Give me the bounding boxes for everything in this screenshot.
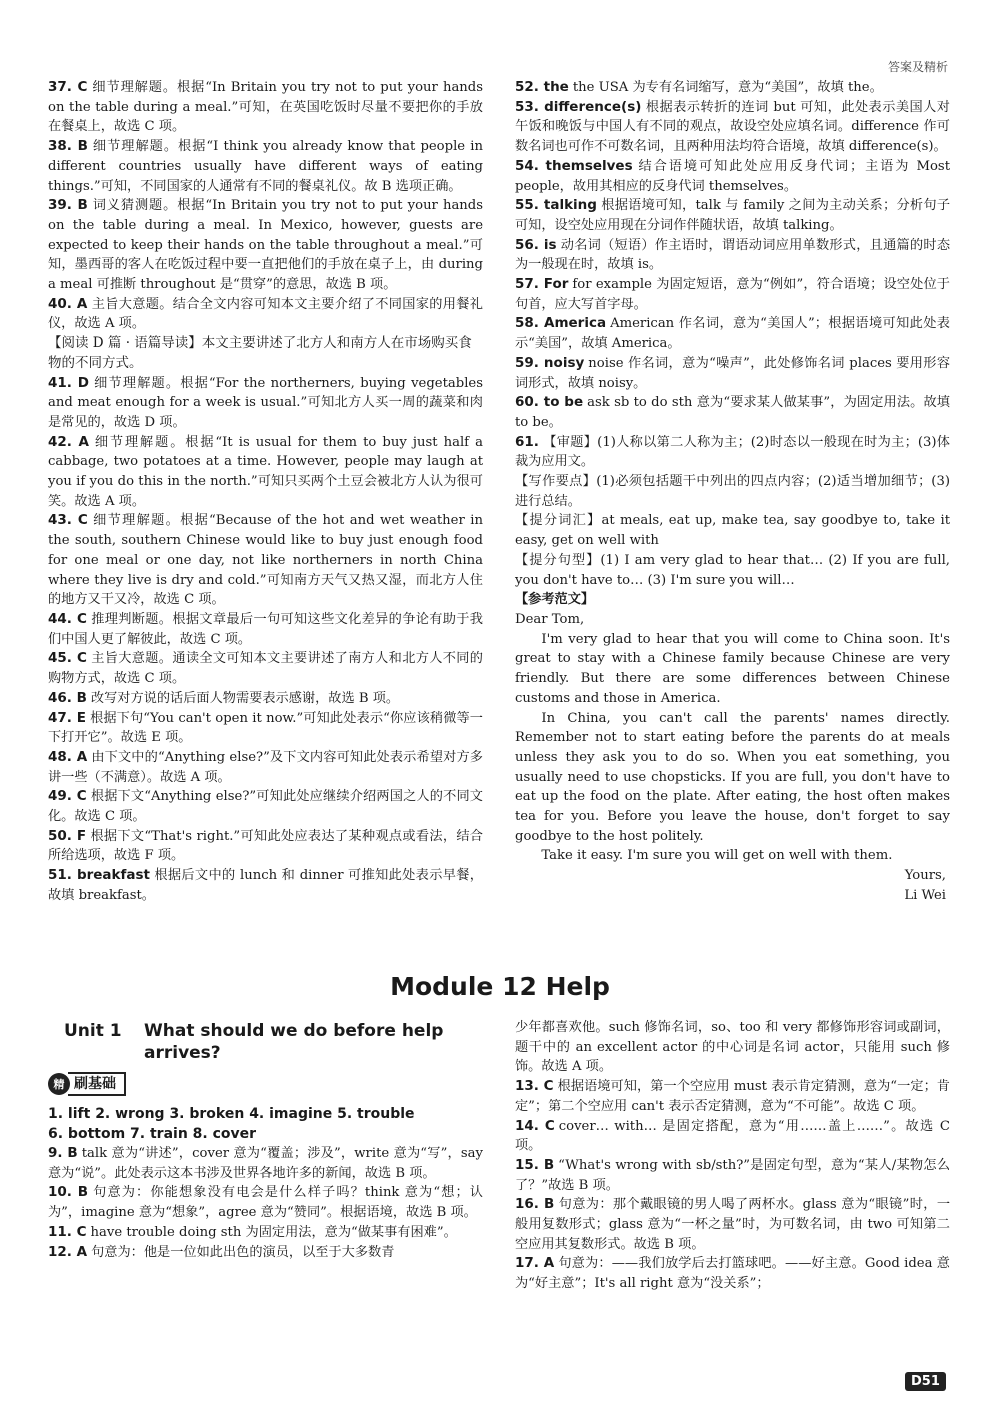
right-column (515, 78, 950, 906)
unit-title (64, 1020, 494, 1064)
answer-number: 11. C (48, 1223, 87, 1240)
answer-explanation: ask sb to do sth 意为“要求某人做某事”，为固定用法。故填 to be。 (515, 395, 950, 430)
writing-yaodian: 【写作要点】(1)必须包括题干中列出的四点内容；(2)适当增加细节；(3)进行总结。 (515, 474, 950, 509)
answer-explanation: 改写对方说的话后面人物需要表示感谢，故选 B 项。 (90, 690, 400, 706)
answer-number: 52. the (515, 79, 569, 95)
letter-closing: Yours, (904, 868, 946, 884)
vocab-answers: 1. lift 2. wrong 3. broken 4. imagine 5. trouble (48, 1106, 415, 1122)
answer-entry (515, 314, 950, 353)
badge-icon: 精 (48, 1073, 70, 1095)
answer-entry (515, 196, 950, 235)
answer-number: 9. B (48, 1145, 78, 1161)
answer-entry (515, 157, 950, 196)
answer-number: 37. C (48, 79, 88, 95)
answer-explanation: 句意为：——我们放学后去打篮球吧。——好主意。Good idea 意为“好主意”；It's all right 意为“没关系”； (515, 1256, 950, 1292)
left-column-bottom (48, 1104, 483, 1262)
answer-explanation: 根据语境可知，talk 与 family 之间为主动关系；分析句子可知，设空处应用现在分词作伴随状语，故填 talking。 (515, 198, 951, 233)
answer-explanation: 根据下文“That's right.”可知此处应表达了某种观点或看法，结合所给选项，故选 F 项。 (48, 828, 483, 864)
answer-number: 46. B (48, 689, 87, 706)
answer-number: 60. to be (515, 394, 584, 411)
unit-heading: What should we do before help arrives? (144, 1021, 444, 1063)
answer-entry (48, 137, 483, 196)
answer-number: 53. difference(s) (515, 98, 642, 115)
answer-entry (48, 511, 483, 610)
answer-number: 40. A (48, 295, 88, 312)
answer-number: 58. America (515, 315, 607, 332)
reading-d-intro: 【阅读 D 篇 · 语篇导读】本文主要讲述了北方人和南方人在市场购买食物的不同方式。 (48, 335, 472, 371)
answer-number: 41. D (48, 374, 89, 391)
answer-explanation: 根据语境可知，第一个空应用 must 表示肯定猜测，意为“一定；肯定”；第二个空应用 can't 表示否定猜测，意为“不可能”。故选 C 项。 (515, 1079, 950, 1114)
answer-number: 50. F (48, 827, 87, 844)
answer-explanation: 细节理解题。根据“It is usual for them to buy just half a cabbage, two potatoes at a time. However, people may laugh at you if you do this in the north.”可知只买两个土豆会被北方人认为很可笑。故选 A 项。 (48, 434, 483, 509)
answer-entry (515, 1077, 950, 1116)
answer-number: 17. A (515, 1255, 555, 1272)
letter-signature: Li Wei (904, 887, 946, 903)
answer-entry (515, 1195, 950, 1254)
answer-entry (515, 236, 950, 275)
answer-number: 51. breakfast (48, 867, 150, 884)
answer-explanation: noise 作名词，意为“噪声”，此处修饰名词 places 要用形容词形式，故填 noisy。 (515, 355, 951, 391)
answer-number: 13. C (515, 1078, 554, 1095)
answer-entry (515, 98, 950, 157)
answer-number: 16. B (515, 1196, 555, 1213)
answer-entry (48, 433, 483, 512)
writing-fanwen-label: 【参考范文】 (515, 592, 595, 608)
writing-task (515, 433, 950, 906)
section-badge (48, 1072, 126, 1096)
answer-explanation: 由下文中的“Anything else?”及下文内容可知此处表示希望对方多讲一些（不满意）。故选 A 项。 (48, 749, 483, 785)
answer-explanation: 细节理解题。根据“I think you already know that people in different countries usually have different ways of eating things.”可知，不同国家的人通常有不同的餐桌礼仪。故 B 选项正确。 (48, 139, 483, 194)
answer-entry (515, 1156, 950, 1195)
answer-number: 38. B (48, 138, 88, 155)
answer-entry (48, 374, 483, 433)
answer-entry (48, 1183, 483, 1222)
right-column-bottom (515, 1018, 950, 1294)
page-header: 答案及精析 (887, 60, 948, 74)
answer-number: 39. B (48, 197, 88, 214)
writing-juxing: 【提分句型】(1) I am very glad to hear that… (2) If you are full, you don't have to… (3) I'm sure you will… (515, 552, 950, 588)
answer-continuation: 少年都喜欢他。such 修饰名词，so、too 和 very 都修饰形容词或副词，题干中的 an excellent actor 的中心词是名词 actor，只能用 such 修饰。故选 A 项。 (515, 1020, 950, 1075)
writing-cihui: 【提分词汇】at meals, eat up, make tea, say goodbye to, take it easy, get on well with (515, 513, 950, 549)
answer-number: 14. C (515, 1117, 555, 1134)
badge-label: 刷基础 (68, 1072, 126, 1096)
answer-explanation: 主旨大意题。结合全文内容可知本文主要介绍了不同国家的用餐礼仪，故选 A 项。 (48, 296, 483, 332)
answer-entry (515, 393, 950, 432)
answer-explanation: 主旨大意题。通读全文可知本文主要讲述了南方人和北方人不同的购物方式，故选 C 项。 (48, 651, 483, 687)
answer-entry (48, 787, 483, 826)
answer-entry (48, 649, 483, 688)
answer-entry (515, 354, 950, 393)
answer-explanation: 细节理解题。根据“Because of the hot and wet weather in the south, southern Chinese would like to buy just enough food for one meal or one day, not like northerners in north China where they live is dry and cold.”可知南方天气又热又湿，而北方人住的地方又干又冷，故选 C 项。 (48, 513, 483, 608)
page-number: D51 (905, 1372, 946, 1391)
answer-explanation: 根据表示转折的连词 but 可知，此处表示美国人对午饭和晚饭与中国人有不同的观点，故设空处应填名词。difference 作可数名词也可作不可数名词，且两种用法均符合语境，故填 difference(s)。 (515, 99, 950, 155)
answer-explanation: “What's wrong with sb/sth?”是固定句型，意为“某人/某物怎么了？”故选 B 项。 (515, 1157, 951, 1193)
answer-entry (48, 610, 483, 649)
answer-number: 44. C (48, 610, 87, 627)
answer-explanation: the USA 为专有名词缩写，意为“美国”，故填 the。 (572, 80, 883, 95)
answer-explanation: cover… with… 是固定搭配，意为“用……盖上……”。故选 C 项。 (515, 1118, 950, 1154)
module-title: Module 12 Help (390, 972, 610, 1001)
letter-paragraph: I'm very glad to hear that you will come to China soon. It's great to stay with a Chinese family because Chinese are very friendly. But there are some differences between Chinese customs and those in America. (515, 631, 950, 706)
answer-entry (48, 295, 483, 334)
answer-explanation: American 作名词，意为“美国人”；根据语境可知此处表示“美国”，故填 America。 (515, 316, 950, 352)
answer-explanation: 词义猜测题。根据“In Britain you try not to put your hands on the table during a meal. In Mexico, however, guests are expected to keep their hands on the table throughout a meal.”可知，墨西哥的客人在吃饭过程中要一直把他们的手放在桌子上，由 during a meal 可推断 throughout 是“贯穿”的意思，故选 B 项。 (48, 198, 484, 293)
answer-explanation: 根据下文“Anything else?”可知此处应继续介绍两国之人的不同文化。故选 C 项。 (48, 789, 483, 825)
left-column (48, 78, 483, 906)
answer-number: 55. talking (515, 197, 597, 214)
answer-explanation: for example 为固定短语，意为“例如”，符合语境；设空处位于句首，应大写首字母。 (515, 277, 950, 312)
answer-number: 57. For (515, 276, 569, 293)
vocab-answers: 6. bottom 7. train 8. cover (48, 1126, 257, 1142)
unit-label: Unit 1 (64, 1021, 122, 1041)
answer-explanation: 细节理解题。根据“In Britain you try not to put your hands on the table during a meal.”可知，在英国吃饭时尽量不要把你的手放在餐桌上，故选 C 项。 (48, 80, 484, 135)
answer-number: 47. E (48, 709, 86, 726)
answer-explanation: 句意为：他是一位如此出色的演员，以至于大多数青 (91, 1244, 395, 1260)
answer-number: 48. A (48, 748, 88, 765)
answer-entry (48, 1243, 483, 1263)
answer-entry (48, 689, 483, 709)
answer-entry (48, 866, 483, 905)
answer-entry (515, 1254, 950, 1293)
answer-explanation: 句意为：你能想象没有电会是什么样子吗？think 意为“想；认为”，imagine 意为“想象”，agree 意为“赞同”。根据语境，故选 B 项。 (48, 1185, 483, 1221)
answer-entry (48, 827, 483, 866)
answer-explanation: talk 意为“讲述”，cover 意为“覆盖；涉及”，write 意为“写”，say 意为“说”。此处表示这本书涉及世界各地许多的新闻，故选 B 项。 (48, 1146, 483, 1181)
answer-number: 54. themselves (515, 157, 633, 174)
answer-entry (515, 275, 950, 314)
letter-paragraph: Take it easy. I'm sure you will get on well with them. (541, 848, 893, 864)
answer-explanation: 结合语境可知此处应用反身代词；主语为 Most people，故用其相应的反身代词 themselves。 (515, 158, 951, 194)
letter-paragraph: In China, you can't call the parents' names directly. Remember not to start eating before the parents do at meals unless they ask you to do so. When you eat something, you usually need to use chopsticks. If you are full, you don't have to eat up the food on the plate. After eating, the host often makes tea for you. Before you leave the house, don't forget to say goodbye to the host politely. (515, 710, 950, 844)
answer-explanation: 推理判断题。根据文章最后一句可知这些文化差异的争论有助于我们中国人更了解彼此，故选 C 项。 (48, 611, 483, 647)
answer-number: 15. B (515, 1156, 555, 1173)
answer-number: 59. noisy (515, 354, 585, 371)
answer-number: 49. C (48, 788, 87, 805)
answer-explanation: 句意为：那个戴眼镜的男人喝了两杯水。glass 意为“眼镜”时，一般用复数形式；glass 意为“一杯之量”时，为可数名词，由 two 可知第二空应用其复数形式。故选 B 项。 (515, 1197, 951, 1252)
answer-number: 12. A (48, 1243, 88, 1260)
answer-number: 61. (515, 433, 539, 450)
answer-explanation: 细节理解题。根据“For the northerners, buying vegetables and meat enough for a week is usual.”可知北方人买一周的蔬菜和肉是常见的，故选 D 项。 (48, 375, 483, 430)
letter-greeting: Dear Tom, (515, 611, 585, 627)
answer-explanation: 根据下句“You can't open it now.”可知此处表示“你应该稍微等一下打开它”。故选 E 项。 (48, 710, 483, 746)
answer-entry (48, 748, 483, 787)
writing-shenti: 【审题】(1)人称以第二人称为主；(2)时态以一般现在时为主；(3)体裁为应用文。 (515, 434, 950, 470)
answer-entry (515, 1117, 950, 1156)
answer-entry (48, 196, 483, 295)
answer-entry (48, 1144, 483, 1183)
answer-number: 10. B (48, 1184, 89, 1201)
answer-explanation: have trouble doing sth 为固定用法，意为“做某事有困难”。 (90, 1224, 457, 1240)
answer-number: 56. is (515, 236, 557, 253)
answer-number: 45. C (48, 650, 87, 667)
answer-entry (48, 1223, 483, 1243)
answer-entry (515, 78, 950, 98)
answer-entry (48, 709, 483, 748)
answer-entry (48, 78, 483, 137)
answer-number: 42. A (48, 433, 89, 450)
answer-explanation: 动名词（短语）作主语时，谓语动词应用单数形式，且通篇的时态为一般现在时，故填 is。 (515, 237, 951, 273)
answer-number: 43. C (48, 512, 88, 529)
answer-explanation: 根据后文中的 lunch 和 dinner 可推知此处表示早餐，故填 breakfast。 (48, 868, 483, 903)
